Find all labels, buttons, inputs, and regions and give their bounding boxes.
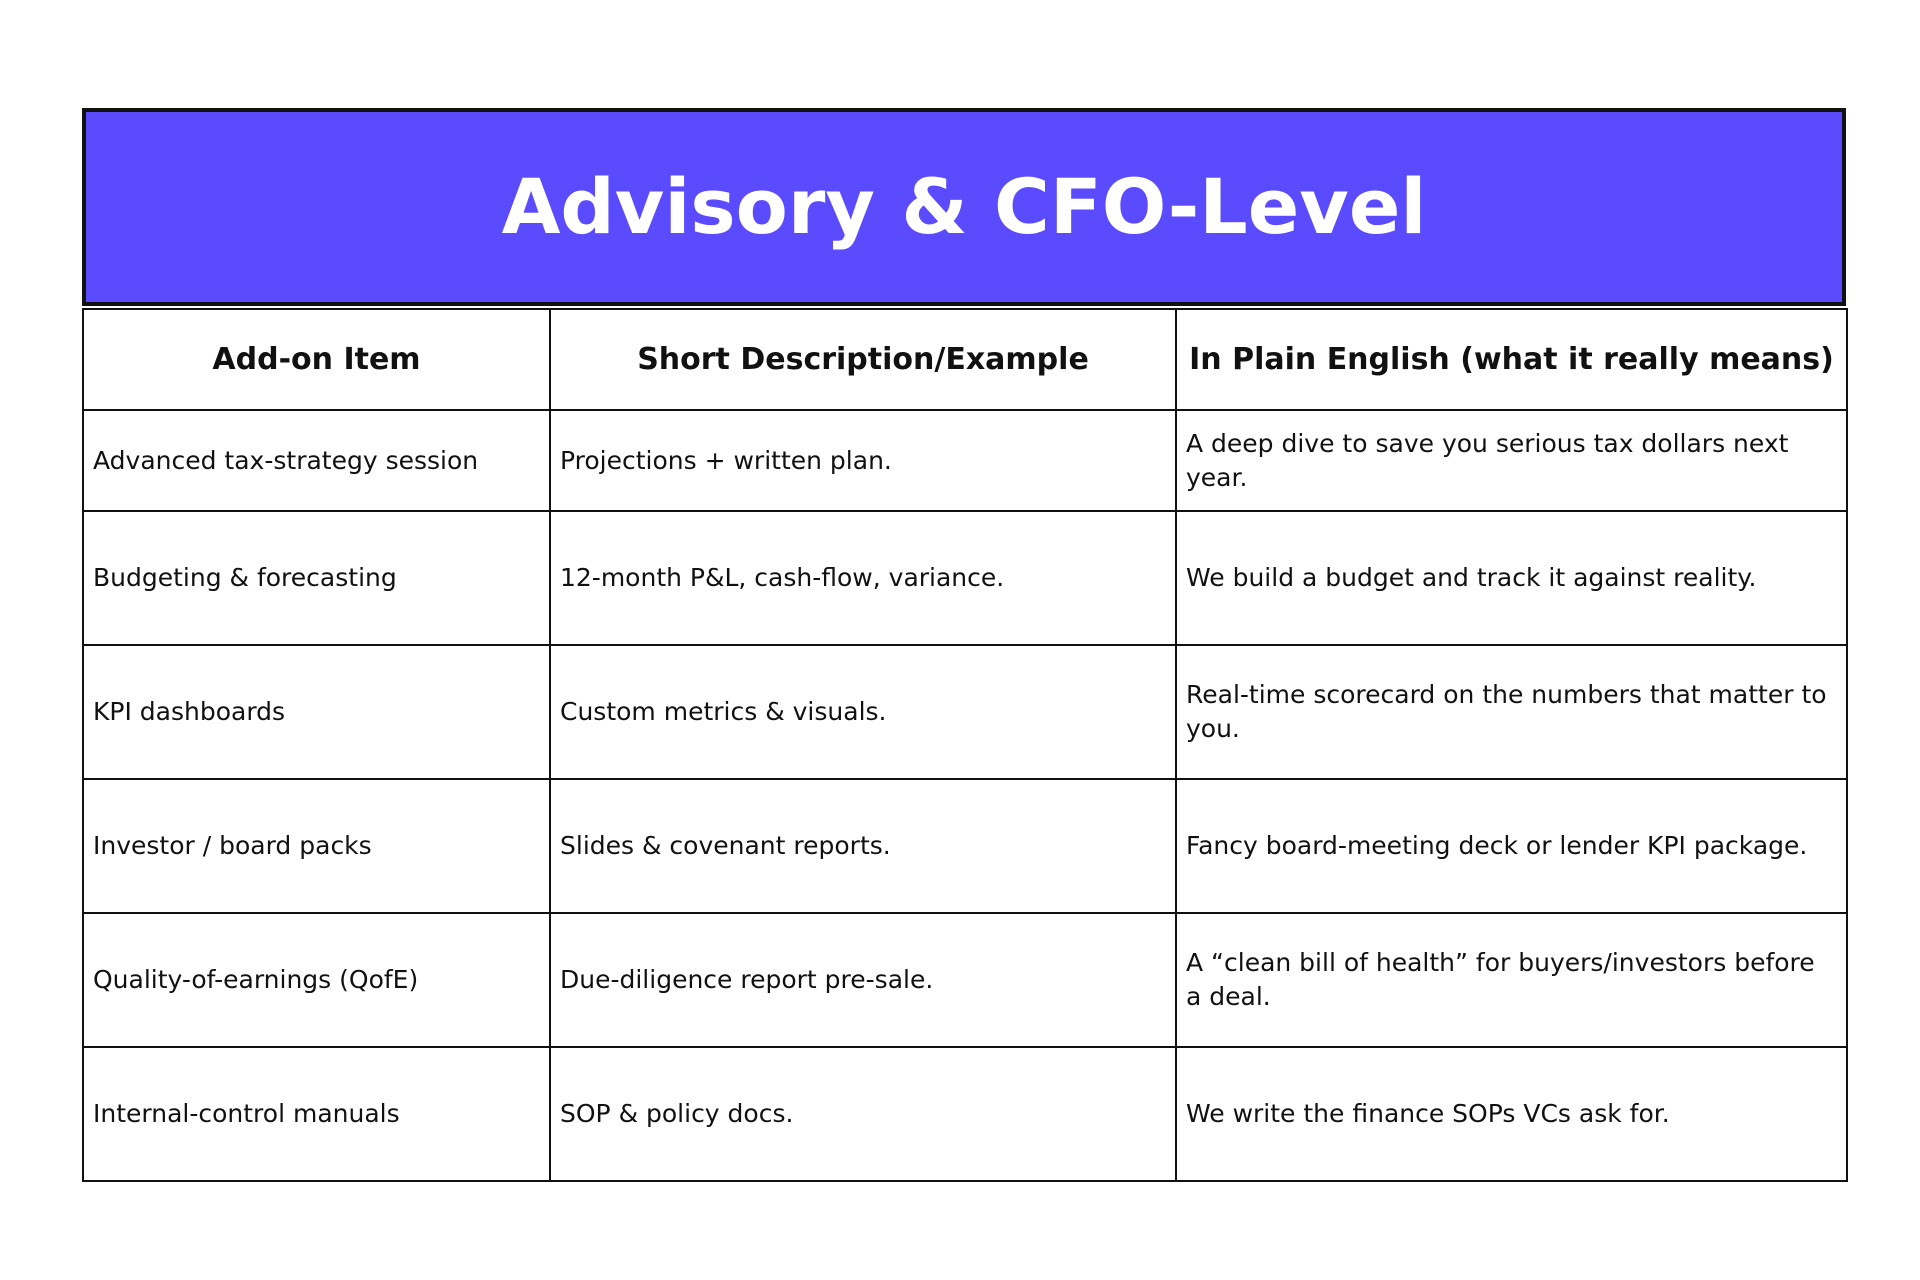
- description-cell: Due-diligence report pre-sale.: [550, 913, 1176, 1047]
- description-cell: Custom metrics & visuals.: [550, 645, 1176, 779]
- table-row: [83, 913, 1847, 1047]
- add-on-item-cell: Budgeting & forecasting: [83, 511, 550, 645]
- column-header-add-on-item: Add-on Item: [83, 309, 550, 410]
- table-row: [83, 1047, 1847, 1181]
- add-on-item-cell: KPI dashboards: [83, 645, 550, 779]
- plain-english-cell: A deep dive to save you serious tax dollars next year.: [1176, 410, 1847, 511]
- table-row: [83, 410, 1847, 511]
- plain-english-cell: We build a budget and track it against reality.: [1176, 511, 1847, 645]
- add-on-table: [82, 308, 1848, 1182]
- plain-english-cell: A “clean bill of health” for buyers/investors before a deal.: [1176, 913, 1847, 1047]
- page-title: Advisory & CFO-Level: [501, 162, 1427, 251]
- add-on-item-cell: Quality-of-earnings (QofE): [83, 913, 550, 1047]
- title-banner: [82, 108, 1846, 306]
- description-cell: 12-month P&L, cash-flow, variance.: [550, 511, 1176, 645]
- plain-english-cell: Real-time scorecard on the numbers that matter to you.: [1176, 645, 1847, 779]
- table-row: [83, 645, 1847, 779]
- table-header-row: [83, 309, 1847, 410]
- add-on-item-cell: Internal-control manuals: [83, 1047, 550, 1181]
- description-cell: Projections + written plan.: [550, 410, 1176, 511]
- column-header-short-description: Short Description/Example: [550, 309, 1176, 410]
- table-row: [83, 779, 1847, 913]
- table-row: [83, 511, 1847, 645]
- plain-english-cell: We write the finance SOPs VCs ask for.: [1176, 1047, 1847, 1181]
- add-on-item-cell: Advanced tax-strategy session: [83, 410, 550, 511]
- description-cell: Slides & covenant reports.: [550, 779, 1176, 913]
- add-on-item-cell: Investor / board packs: [83, 779, 550, 913]
- description-cell: SOP & policy docs.: [550, 1047, 1176, 1181]
- plain-english-cell: Fancy board-meeting deck or lender KPI package.: [1176, 779, 1847, 913]
- column-header-plain-english: In Plain English (what it really means): [1176, 309, 1847, 410]
- advisory-table-sheet: [82, 108, 1846, 1182]
